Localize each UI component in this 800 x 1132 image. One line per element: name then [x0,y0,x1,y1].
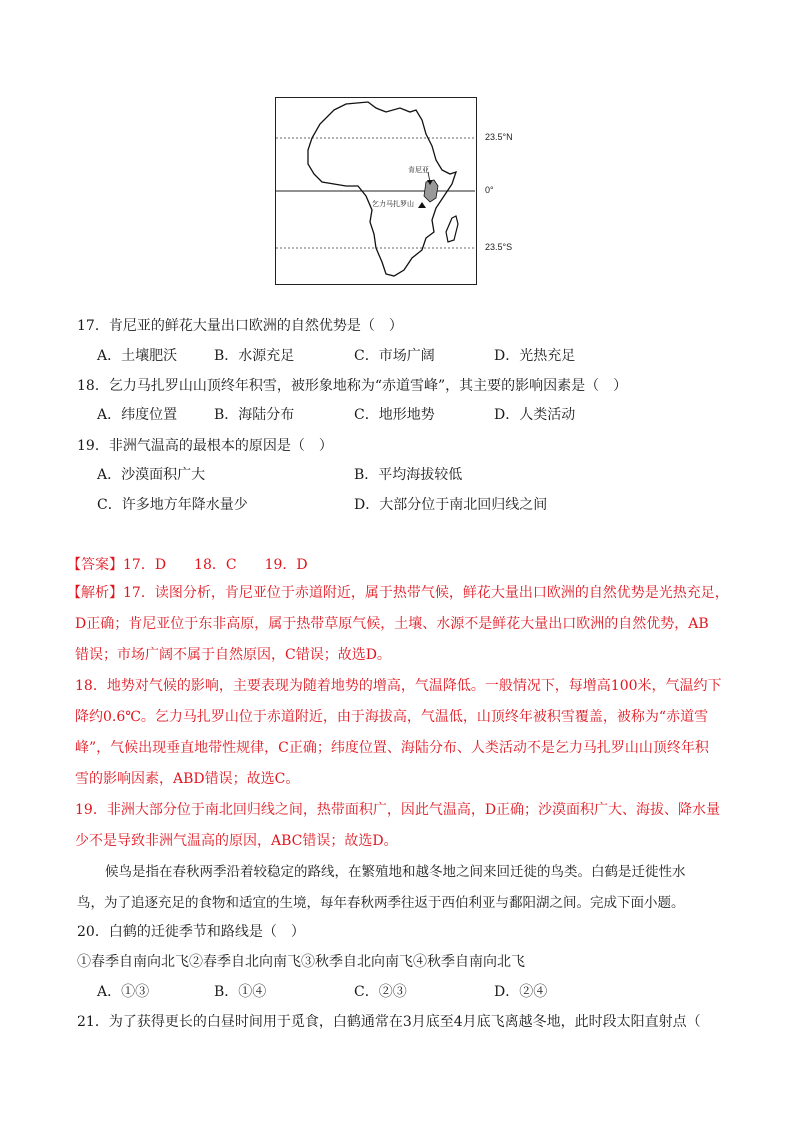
analysis-19-line-2: 少不是导致非洲气温高的原因，ABC错误；故选D。 [75,833,398,849]
analysis-18-line-2: 降约0.6℃。乞力马扎罗山位于赤道附近，由于海拔高，气温低，山顶终年被积雪覆盖，被称为“赤道雪 [75,709,709,725]
answer-text: 17．D 18．C 19．D [123,557,308,573]
q19-option-a: A．沙漠面积广大 [97,467,206,483]
question-21-stem: 21．为了获得更长的白昼时间用于觅食，白鹤通常在3月底至4月底飞离越冬地，此时段太阳直射点（ [77,1014,701,1030]
analysis-18-line-1: 18．地势对气候的影响，主要表现为随着地势的增高，气温降低。一般情况下，每增高100米，气温约下 [75,678,722,694]
analysis-17-line-1: 17．读图分析，肯尼亚位于赤道附近，属于热带气候，鲜花大量出口欧洲的自然优势是光热充足， [123,585,729,601]
analysis-18-line-4: 雪的影响因素，ABD错误；故选C。 [75,771,300,787]
analysis-tag: 【解析】 [67,585,123,601]
analysis-17-line-3: 错误；市场广阔不属于自然原因，C错误；故选D。 [75,647,391,663]
question-20-items: ①春季自南向北飞②春季自北向南飞③秋季自北向南飞④秋季自南向北飞 [77,954,525,970]
q18-option-d: D．人类活动 [494,407,576,423]
q19-option-d: D．大部分位于南北回归线之间 [354,497,548,513]
q18-option-a: A．纬度位置 [97,407,178,423]
question-19-stem: 19．非洲气温高的最根本的原因是（ ） [77,438,333,454]
question-17-stem: 17．肯尼亚的鲜花大量出口欧洲的自然优势是（ ） [77,318,403,334]
q17-option-b: B．水源充足 [214,348,295,364]
answer-tag: 【答案】 [67,557,123,573]
q20-option-c: C．②③ [354,984,407,1000]
analysis-block [67,583,747,862]
q19-option-b: B．平均海拔较低 [354,467,463,483]
q18-option-c: C．地形地势 [354,407,435,423]
kenya-label: 肯尼亚 [408,166,429,174]
q19-option-c: C．许多地方年降水量少 [97,497,248,513]
kilimanjaro-label: 乞力马扎罗山 [372,200,414,208]
q17-option-d: D．光热充足 [494,348,576,364]
tropic-north-label: 23.5°N [485,132,513,142]
q20-option-a: A．①③ [97,984,150,1000]
analysis-19-line-1: 19．非洲大部分位于南北回归线之间，热带面积广，因此气温高，D正确；沙漠面积广大、海拔、降水量 [75,802,721,818]
tropic-south-label: 23.5°S [485,242,513,252]
intro-line-1: 候鸟是指在春秋两季沿着较稳定的路线，在繁殖地和越冬地之间来回迁徙的鸟类。白鹤是迁徙性水 [105,864,686,880]
answer-line [67,555,308,575]
question-20-stem: 20．白鹤的迁徙季节和路线是（ ） [77,924,305,940]
q20-option-d: D．②④ [494,984,548,1000]
kilimanjaro-marker [418,202,426,208]
q18-option-b: B．海陆分布 [214,407,295,423]
analysis-18-line-3: 峰”，气候出现垂直地带性规律，C正确；纬度位置、海陆分布、人类活动不是乞力马扎罗山山顶终年积 [75,740,709,756]
africa-map [275,97,477,285]
q17-option-a: A．土壤肥沃 [97,348,178,364]
q17-option-c: C．市场广阔 [354,348,435,364]
question-18-stem: 18．乞力马扎罗山山顶终年积雪，被形象地称为“赤道雪峰”，其主要的影响因素是（ ） [77,378,628,394]
intro-line-2: 鸟，为了追逐充足的食物和适宜的生境，每年春秋两季往返于西伯利亚与鄱阳湖之间。完成下面小题。 [77,895,685,911]
equator-label: 0° [485,185,494,195]
madagascar-outline [446,216,458,242]
q20-option-b: B．①④ [214,984,267,1000]
analysis-17-line-2: D正确；肯尼亚位于东非高原，属于热带草原气候，土壤、水源不是鲜花大量出口欧洲的自然优势，AB [75,616,709,632]
